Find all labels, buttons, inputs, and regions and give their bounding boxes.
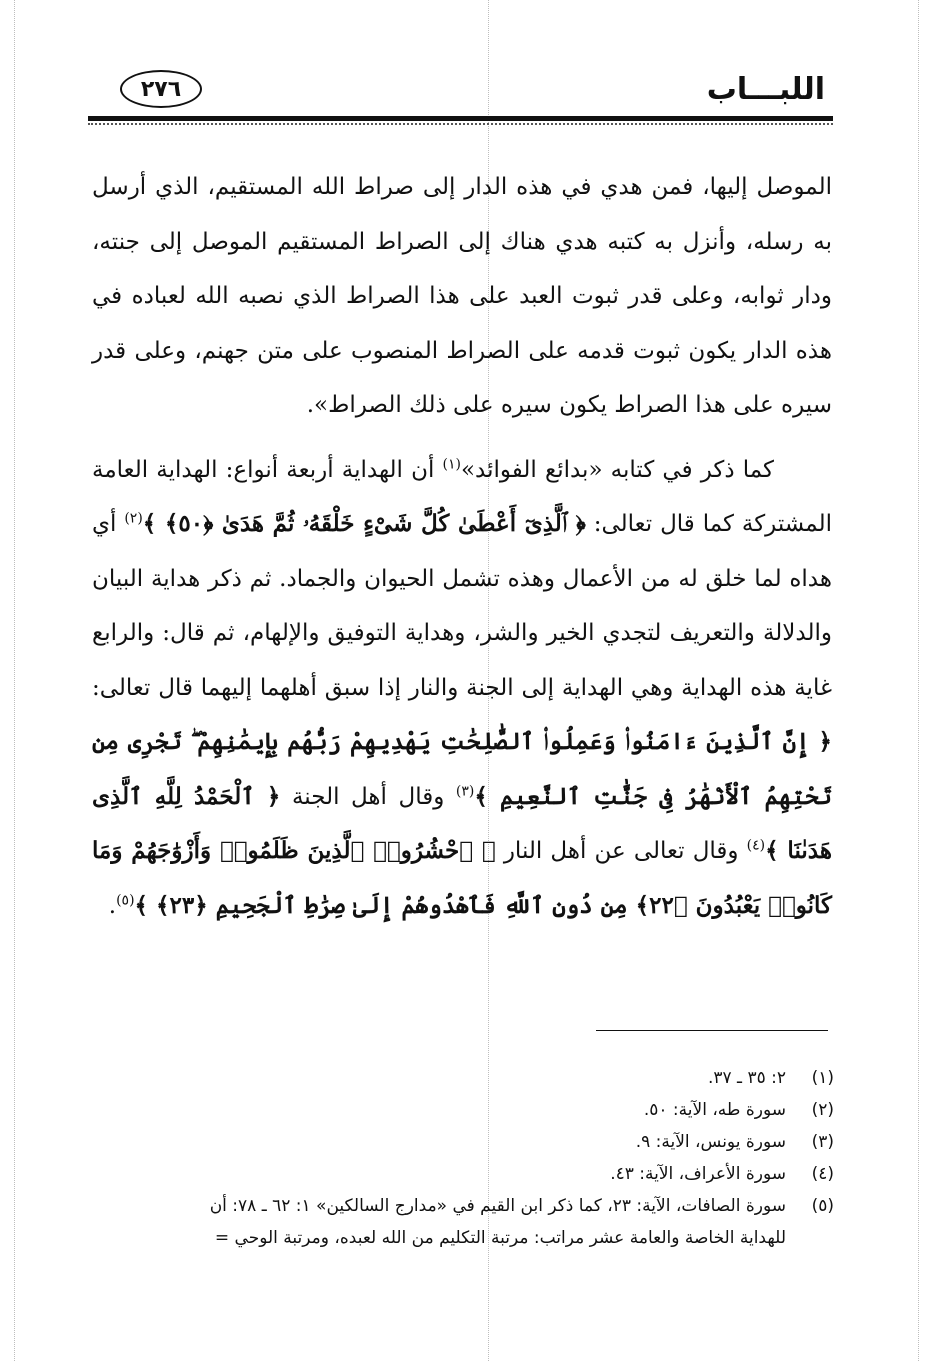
text-run: أن الهداية أربعة أنواع: الهداية العامة المشتركة كما قال تعالى: [92, 456, 832, 537]
footnote-ref[interactable]: (٢) [124, 510, 143, 527]
page-edge-dots [14, 0, 15, 1361]
footnote-item [92, 1126, 834, 1158]
footnote-ref[interactable]: (٤) [746, 837, 766, 854]
footnote-number: (٣) [811, 1132, 834, 1152]
quran-verse: ﴿ ٱلْحَمْدُ لِلَّهِ ٱلَّذِى هَدَىٰنَا ﴾ [92, 782, 832, 864]
footnote-continuation: للهداية الخاصة والعامة عشر مراتب: مرتبة التكليم من الله لعبده، ومرتبة الوحي = [214, 1228, 786, 1248]
footnote-item [92, 1158, 834, 1190]
text-run: أي هداه لما خلق له من الأعمال وهذه تشمل الحيوان والجماد. ثم ذكر هداية البيان والدلالة والتعريف لتجدي الخير والشر، وهداية التوفيق والإلهام، ثم قال: والرابع غاية هذه الهداية وهي الهداية إلى الجنة والنار إذا سبق أهلهما إليهما قال تعالى: [92, 511, 832, 701]
footnote-number: (٥) [811, 1196, 834, 1216]
footnote-item [92, 1190, 834, 1222]
footnote-text: سورة الأعراف، الآية: ٤٣. [610, 1164, 786, 1184]
page-number: ٢٧٦ [140, 76, 182, 102]
quran-verse: ﴿ إِنَّ ٱلَّذِينَ ءَامَنُوا۟ وَعَمِلُوا۟ ٱلصَّٰلِحَٰتِ يَهْدِيهِمْ رَبُّهُم بِإِيمَٰنِهِمْ ۖ تَجْرِى مِن تَحْتِهِمُ ٱلْأَنْهَٰرُ فِى جَنَّٰتِ ٱلنَّعِيمِ ﴾ [92, 728, 832, 810]
footnote-number: (٢) [811, 1100, 834, 1120]
text-run: وقال تعالى عن أهل النار [495, 838, 747, 864]
footnotes [92, 1062, 834, 1254]
footnote-text: ٢: ٣٥ ـ ٣٧. [707, 1068, 786, 1088]
page-edge-dots [918, 0, 919, 1361]
quran-verse: ﴿ ٱحْشُرُوا۟ ٱلَّذِينَ ظَلَمُوا۟ وَأَزْوَٰجَهُمْ وَمَا كَانُوا۟ يَعْبُدُونَ ﴿٢٢﴾ مِن دُونِ ٱللَّهِ فَٱهْدُوهُمْ إِلَىٰ صِرَٰطِ ٱلْجَحِيمِ ﴿٢٣﴾ ﴾ [92, 837, 832, 919]
main-text [92, 160, 832, 933]
footnote-text: سورة طه، الآية: ٥٠. [643, 1100, 786, 1120]
footnote-ref[interactable]: (٥) [116, 891, 135, 908]
book-title: اللبـــاب [706, 72, 825, 107]
footnote-ref[interactable]: (٣) [455, 782, 475, 799]
footnote-ref[interactable]: (١) [442, 455, 461, 472]
footnote-item [92, 1062, 834, 1094]
page-number-badge [120, 70, 202, 108]
text-run: وقال أهل الجنة [280, 783, 456, 810]
paragraph-2 [92, 443, 832, 934]
quran-verse: ﴿ ٱلَّذِىٓ أَعْطَىٰ كُلَّ شَىْءٍ خَلْقَهُۥ ثُمَّ هَدَىٰ ﴿٥٠﴾ ﴾ [142, 510, 586, 537]
footnote-text: سورة يونس، الآية: ٩. [635, 1132, 786, 1152]
paragraph-1: الموصل إليها، فمن هدي في هذه الدار إلى صراط الله المستقيم، الذي أرسل به رسله، وأنزل به كتبه هدي هناك إلى الصراط المستقيم الموصل إلى جنته، ودار ثوابه، وعلى قدر ثبوت العبد على هذا الصراط الذي نصبه الله لعباده في هذه الدار يكون ثبوت قدمه على الصراط المنصوب على متن جهنم، وعلى قدر سيره على هذا الصراط يكون سيره على ذلك الصراط». [92, 174, 832, 418]
text-run: . [108, 892, 117, 919]
footnote-number: (١) [811, 1068, 834, 1088]
header-dotted-rule [88, 123, 833, 125]
footnote-item [92, 1094, 834, 1126]
footnote-separator [596, 1030, 828, 1031]
footnote-number: (٤) [811, 1164, 834, 1184]
text-run: كما ذكر في كتابه «بدائع الفوائد» [460, 456, 774, 483]
header-rule [88, 116, 833, 121]
page-header [88, 58, 833, 118]
footnote-text: سورة الصافات، الآية: ٢٣، كما ذكر ابن القيم في «مدارج السالكين» ١: ٦٢ ـ ٧٨: أن [209, 1196, 786, 1216]
